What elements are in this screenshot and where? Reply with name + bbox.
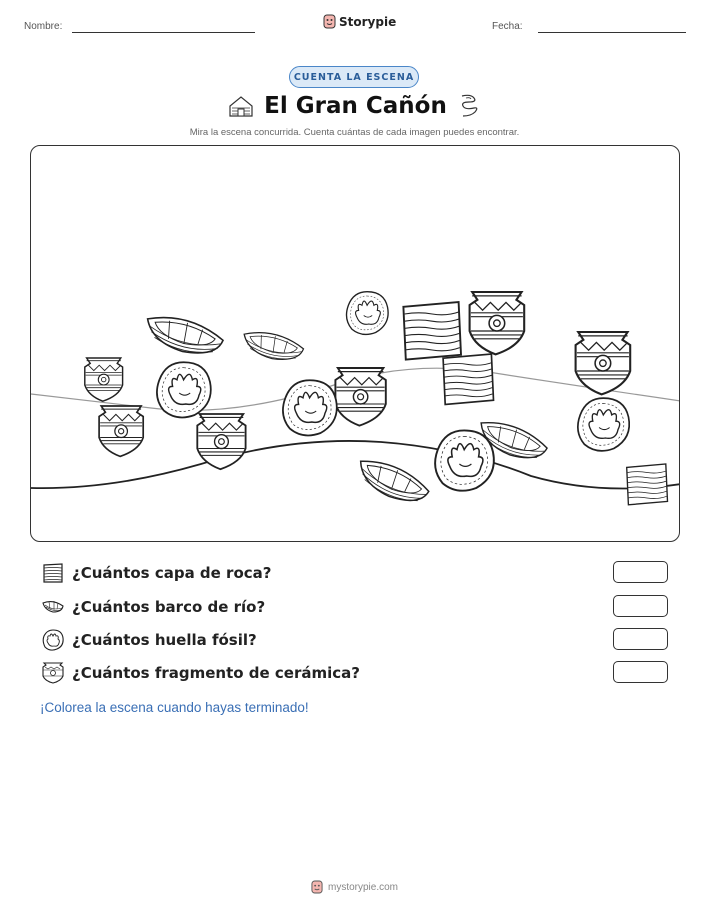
rock-layer <box>403 302 461 360</box>
rock-layer <box>627 464 668 505</box>
fossil-footprint-icon <box>42 629 64 651</box>
pottery-shard-icon <box>42 662 64 684</box>
date-field-line[interactable] <box>538 32 686 33</box>
pottery-shard <box>85 358 123 401</box>
brand-logo <box>323 14 396 29</box>
rock-layer-icon <box>42 562 64 584</box>
coloring-instruction: ¡Colorea la escena cuando hayas terminado! <box>40 700 309 715</box>
pottery-shard <box>576 332 631 394</box>
answer-box[interactable] <box>613 661 668 683</box>
answer-box[interactable] <box>613 561 668 583</box>
canyon-scene <box>31 146 680 542</box>
footer-url[interactable]: mystorypie.com <box>327 881 398 893</box>
question-row <box>42 661 672 685</box>
footer <box>0 880 709 894</box>
answer-box[interactable] <box>613 628 668 650</box>
rock-layer <box>443 354 493 404</box>
question-text: ¿Cuántos huella fósil? <box>72 631 257 649</box>
fossil-footprint <box>283 380 337 435</box>
canyon-house-icon <box>228 94 254 118</box>
question-text: ¿Cuántos capa de roca? <box>72 564 272 582</box>
river-boat-icon <box>42 596 64 618</box>
scene-frame[interactable] <box>30 145 680 542</box>
question-row <box>42 561 672 585</box>
question-text: ¿Cuántos fragmento de cerámica? <box>72 664 360 682</box>
fossil-footprint <box>435 430 494 490</box>
pottery-shard <box>470 292 525 354</box>
answer-box[interactable] <box>613 595 668 617</box>
river-boat <box>143 314 225 359</box>
name-label: Nombre: <box>24 21 63 32</box>
pottery-shard <box>99 406 143 456</box>
date-label: Fecha: <box>492 21 523 32</box>
wind-swirl-icon <box>457 92 481 120</box>
fossil-footprint <box>157 362 211 417</box>
pottery-shard <box>335 368 385 426</box>
title-row <box>0 92 709 120</box>
pottery-shard <box>197 414 245 469</box>
brand-name: Storypie <box>339 14 397 29</box>
question-text: ¿Cuántos barco de río? <box>72 598 266 616</box>
name-field-line[interactable] <box>72 32 255 33</box>
page-title: El Gran Cañón <box>264 93 447 119</box>
storypie-mascot-icon <box>323 14 336 29</box>
river-boat <box>241 330 305 363</box>
scene-badge: CUENTA LA ESCENA <box>289 66 419 88</box>
instructions-subtitle: Mira la escena concurrida. Cuenta cuántas de cada imagen puedes encontrar. <box>189 127 520 138</box>
storypie-mascot-icon <box>311 880 323 894</box>
question-row <box>42 628 672 652</box>
river-boat <box>353 456 433 507</box>
fossil-footprint <box>346 292 388 335</box>
fossil-footprint <box>578 398 629 451</box>
question-row <box>42 595 672 619</box>
